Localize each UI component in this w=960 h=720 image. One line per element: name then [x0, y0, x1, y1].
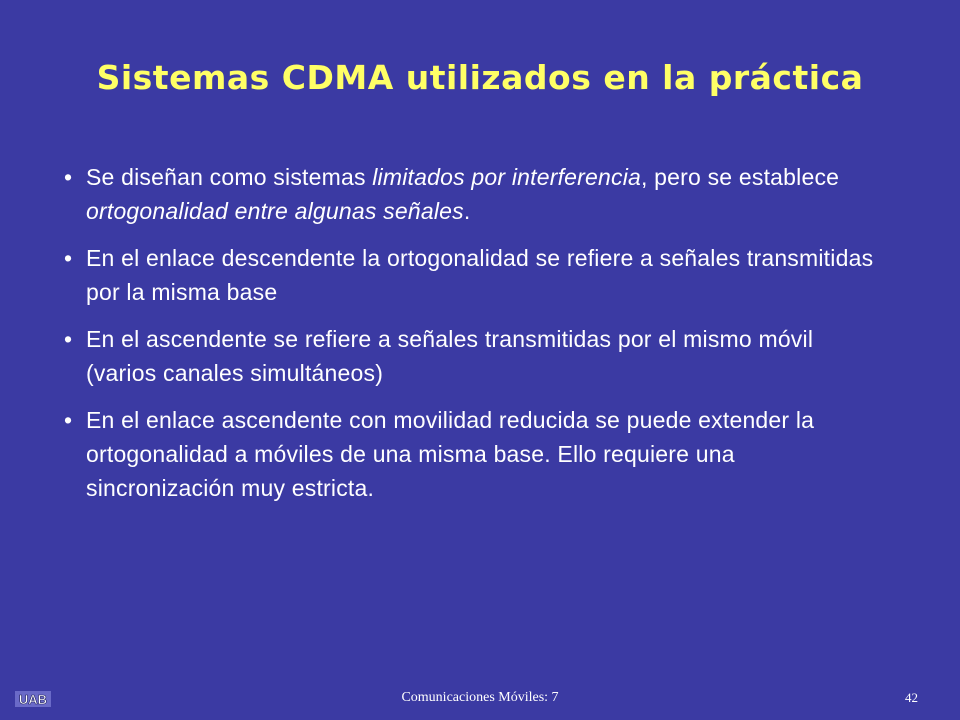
page-number: 42 — [905, 690, 918, 705]
bullet-item — [62, 322, 882, 390]
bullet-list — [62, 160, 882, 518]
bullet-text: En el enlace descendente la ortogonalidad se refiere a señales transmitidas por la misma base — [86, 245, 874, 305]
slide-title: Sistemas CDMA utilizados en la práctica — [96, 58, 864, 97]
bullet-text: En el ascendente se refiere a señales transmitidas por el mismo móvil (varios canales simultáneos) — [86, 326, 814, 386]
bullet-text: En el enlace ascendente con movilidad reducida se puede extender la ortogonalidad a móviles de una misma base. Ello requiere una sincronización muy estricta. — [86, 407, 815, 501]
bullet-marker: • — [64, 164, 73, 190]
bullet-emphasis: ortogonalidad entre algunas señales — [86, 198, 464, 224]
bullet-marker: • — [64, 245, 73, 271]
bullet-item — [62, 241, 882, 309]
bullet-text-part: Se diseñan como sistemas — [86, 164, 373, 190]
bullet-text-part: . — [463, 198, 471, 224]
bullet-marker: • — [64, 407, 73, 433]
footer-course: Comunicaciones Móviles: 7 — [401, 690, 559, 705]
bullet-item — [62, 403, 882, 505]
bullet-item — [62, 160, 882, 228]
logo-text: UAB — [18, 692, 48, 707]
bullet-text-part: , pero se establece — [641, 164, 840, 190]
bullet-marker: • — [64, 326, 73, 352]
bullet-emphasis: limitados por interferencia — [372, 164, 641, 190]
